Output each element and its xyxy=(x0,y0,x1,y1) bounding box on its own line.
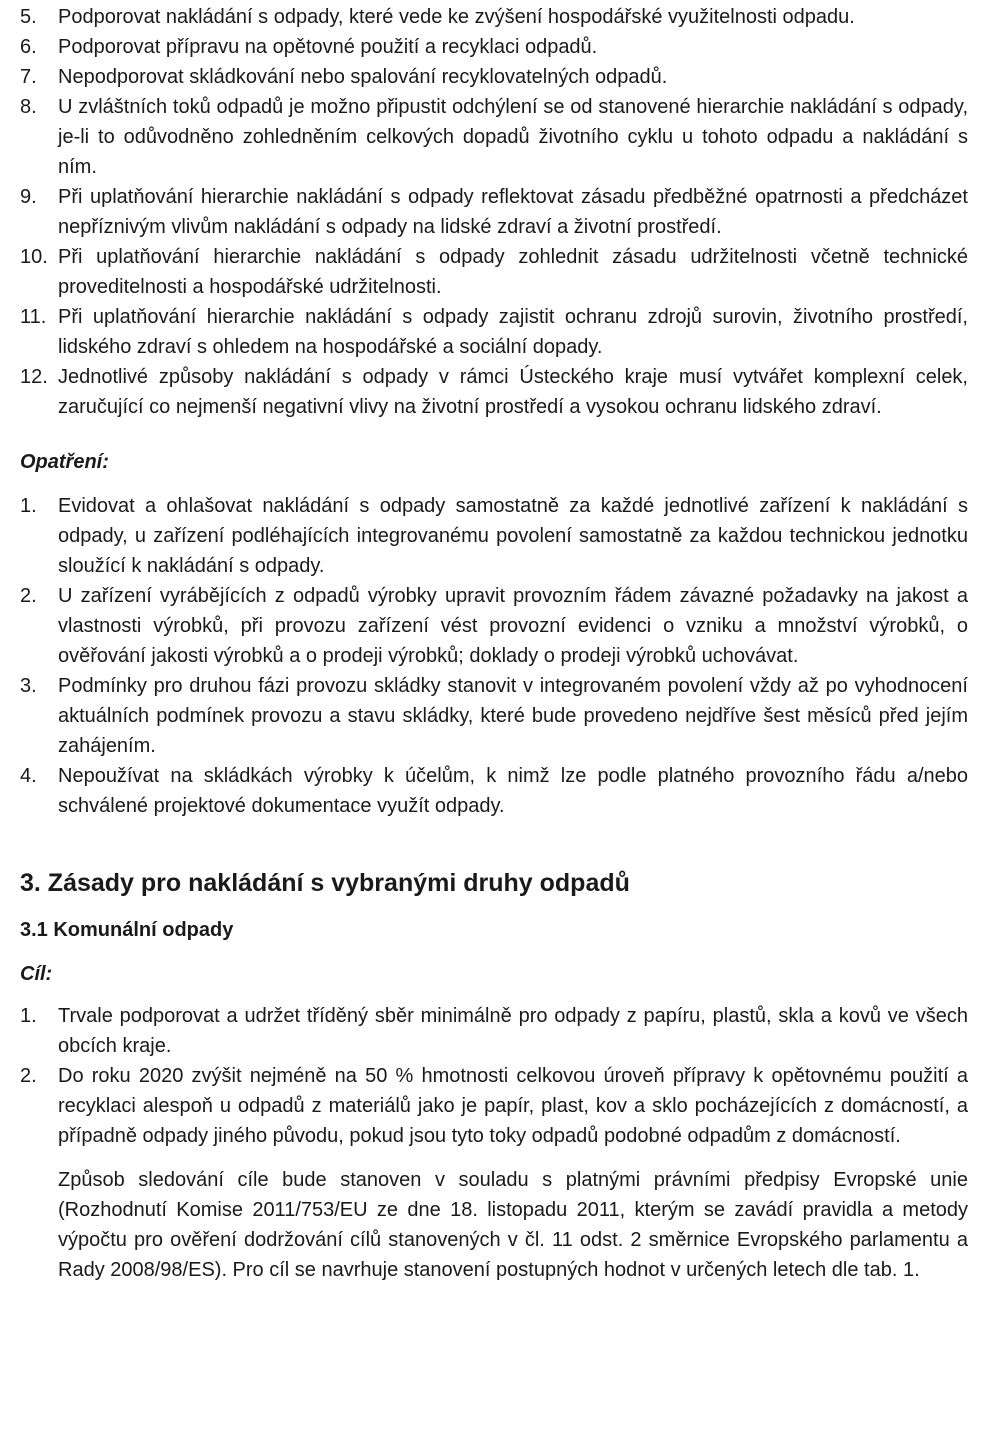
item-text: Při uplatňování hierarchie nakládání s odpady zohlednit zásadu udržitelnosti včetně technické proveditelnosti a hospodářské udržitelnosti. xyxy=(58,246,968,298)
section-heading: 3. Zásady pro nakládání s vybranými druhy odpadů xyxy=(20,869,630,897)
item-number: 7. xyxy=(20,66,37,88)
list-item xyxy=(20,62,968,92)
item-text: Do roku 2020 zvýšit nejméně na 50 % hmotnosti celkovou úroveň přípravy k opětovnému použití a recyklaci alespoň u odpadů z materiálů jako je papír, plast, kov a sklo pocházejících z domácností, a případně odpady jiného původu, pokud jsou tyto toky odpadů podobné odpadům z domácností. xyxy=(58,1065,968,1147)
goals-list xyxy=(20,1001,968,1151)
measures-list xyxy=(20,491,968,821)
item-number: 1. xyxy=(20,1005,37,1027)
list-item xyxy=(20,182,968,242)
item-number: 2. xyxy=(20,1065,37,1087)
list-item xyxy=(20,761,968,821)
list-item xyxy=(20,1061,968,1151)
item-number: 5. xyxy=(20,6,37,28)
item-number: 12. xyxy=(20,366,48,388)
item-text: Při uplatňování hierarchie nakládání s odpady reflektovat zásadu předběžné opatrnosti a předcházet nepříznivým vlivům nakládání s odpady na lidské zdraví a životní prostředí. xyxy=(58,186,968,238)
subsection-heading: 3.1 Komunální odpady xyxy=(20,919,234,941)
goal-note-paragraph: Způsob sledování cíle bude stanoven v souladu s platnými právními předpisy Evropské unie (Rozhodnutí Komise 2011/753/EU ze dne 18. listopadu 2011, kterým se zavádí pravidla a metody výpočtu pro ověření dodržování cílů stanovených v čl. 11 odst. 2 směrnice Evropského parlamentu a Rady 2008/98/ES). Pro cíl se navrhuje stanovení postupných hodnot v určených letech dle tab. 1. xyxy=(58,1169,968,1281)
item-text: Při uplatňování hierarchie nakládání s odpady zajistit ochranu zdrojů surovin, životního prostředí, lidského zdraví s ohledem na hospodářské a sociální dopady. xyxy=(58,306,968,358)
item-number: 11. xyxy=(20,306,47,328)
item-text: Trvale podporovat a udržet tříděný sběr minimálně pro odpady z papíru, plastů, skla a kovů ve všech obcích kraje. xyxy=(58,1005,968,1057)
item-number: 9. xyxy=(20,186,37,208)
item-text: Nepodporovat skládkování nebo spalování recyklovatelných odpadů. xyxy=(58,66,668,88)
item-text: Podporovat přípravu na opětovné použití a recyklaci odpadů. xyxy=(58,36,598,58)
item-text: Podmínky pro druhou fázi provozu skládky stanovit v integrovaném povolení vždy až po vyhodnocení aktuálních podmínek provozu a stavu skládky, které bude provedeno nejdříve šest měsíců před jejím zahájením. xyxy=(58,675,968,757)
list-item xyxy=(20,581,968,671)
item-text: Evidovat a ohlašovat nakládání s odpady samostatně za každé jednotlivé zařízení k nakládání s odpady, u zařízení podléhajících integrovanému povolení samostatně za každou technickou jednotku sloužící k nakládání s odpady. xyxy=(58,495,968,577)
list-item xyxy=(20,242,968,302)
list-item xyxy=(20,362,968,422)
item-number: 3. xyxy=(20,675,37,697)
item-text: Nepoužívat na skládkách výrobky k účelům, k nimž lze podle platného provozního řádu a/nebo schválené projektové dokumentace využít odpady. xyxy=(58,765,968,817)
measures-label: Opatření: xyxy=(20,451,109,473)
list-item xyxy=(20,2,968,32)
item-text: U zvláštních toků odpadů je možno připustit odchýlení se od stanovené hierarchie nakládání s odpady, je-li to odůvodněno zohledněním celkových dopadů životního cyklu u tohoto odpadu a nakládání s ním. xyxy=(58,96,968,178)
list-item xyxy=(20,302,968,362)
list-item xyxy=(20,671,968,761)
list-item xyxy=(20,491,968,581)
item-number: 4. xyxy=(20,765,37,787)
item-text: Podporovat nakládání s odpady, které vede ke zvýšení hospodářské využitelnosti odpadu. xyxy=(58,6,855,28)
principles-list xyxy=(20,2,968,422)
item-number: 6. xyxy=(20,36,37,58)
item-number: 1. xyxy=(20,495,37,517)
item-text: U zařízení vyrábějících z odpadů výrobky upravit provozním řádem závazné požadavky na jakost a vlastnosti výrobků, při provozu zařízení vést provozní evidenci o vzniku a množství výrobků, o ověřování jakosti výrobků a o prodeji výrobků; doklady o prodeji výrobků uchovávat. xyxy=(58,585,968,667)
list-item xyxy=(20,1001,968,1061)
goal-label: Cíl: xyxy=(20,963,53,985)
item-number: 2. xyxy=(20,585,37,607)
list-item xyxy=(20,92,968,182)
item-number: 8. xyxy=(20,96,37,118)
item-text: Jednotlivé způsoby nakládání s odpady v rámci Ústeckého kraje musí vytvářet komplexní celek, zaručující co nejmenší negativní vlivy na životní prostředí a vysokou ochranu lidského zdraví. xyxy=(58,366,968,418)
item-number: 10. xyxy=(20,246,48,268)
list-item xyxy=(20,32,968,62)
